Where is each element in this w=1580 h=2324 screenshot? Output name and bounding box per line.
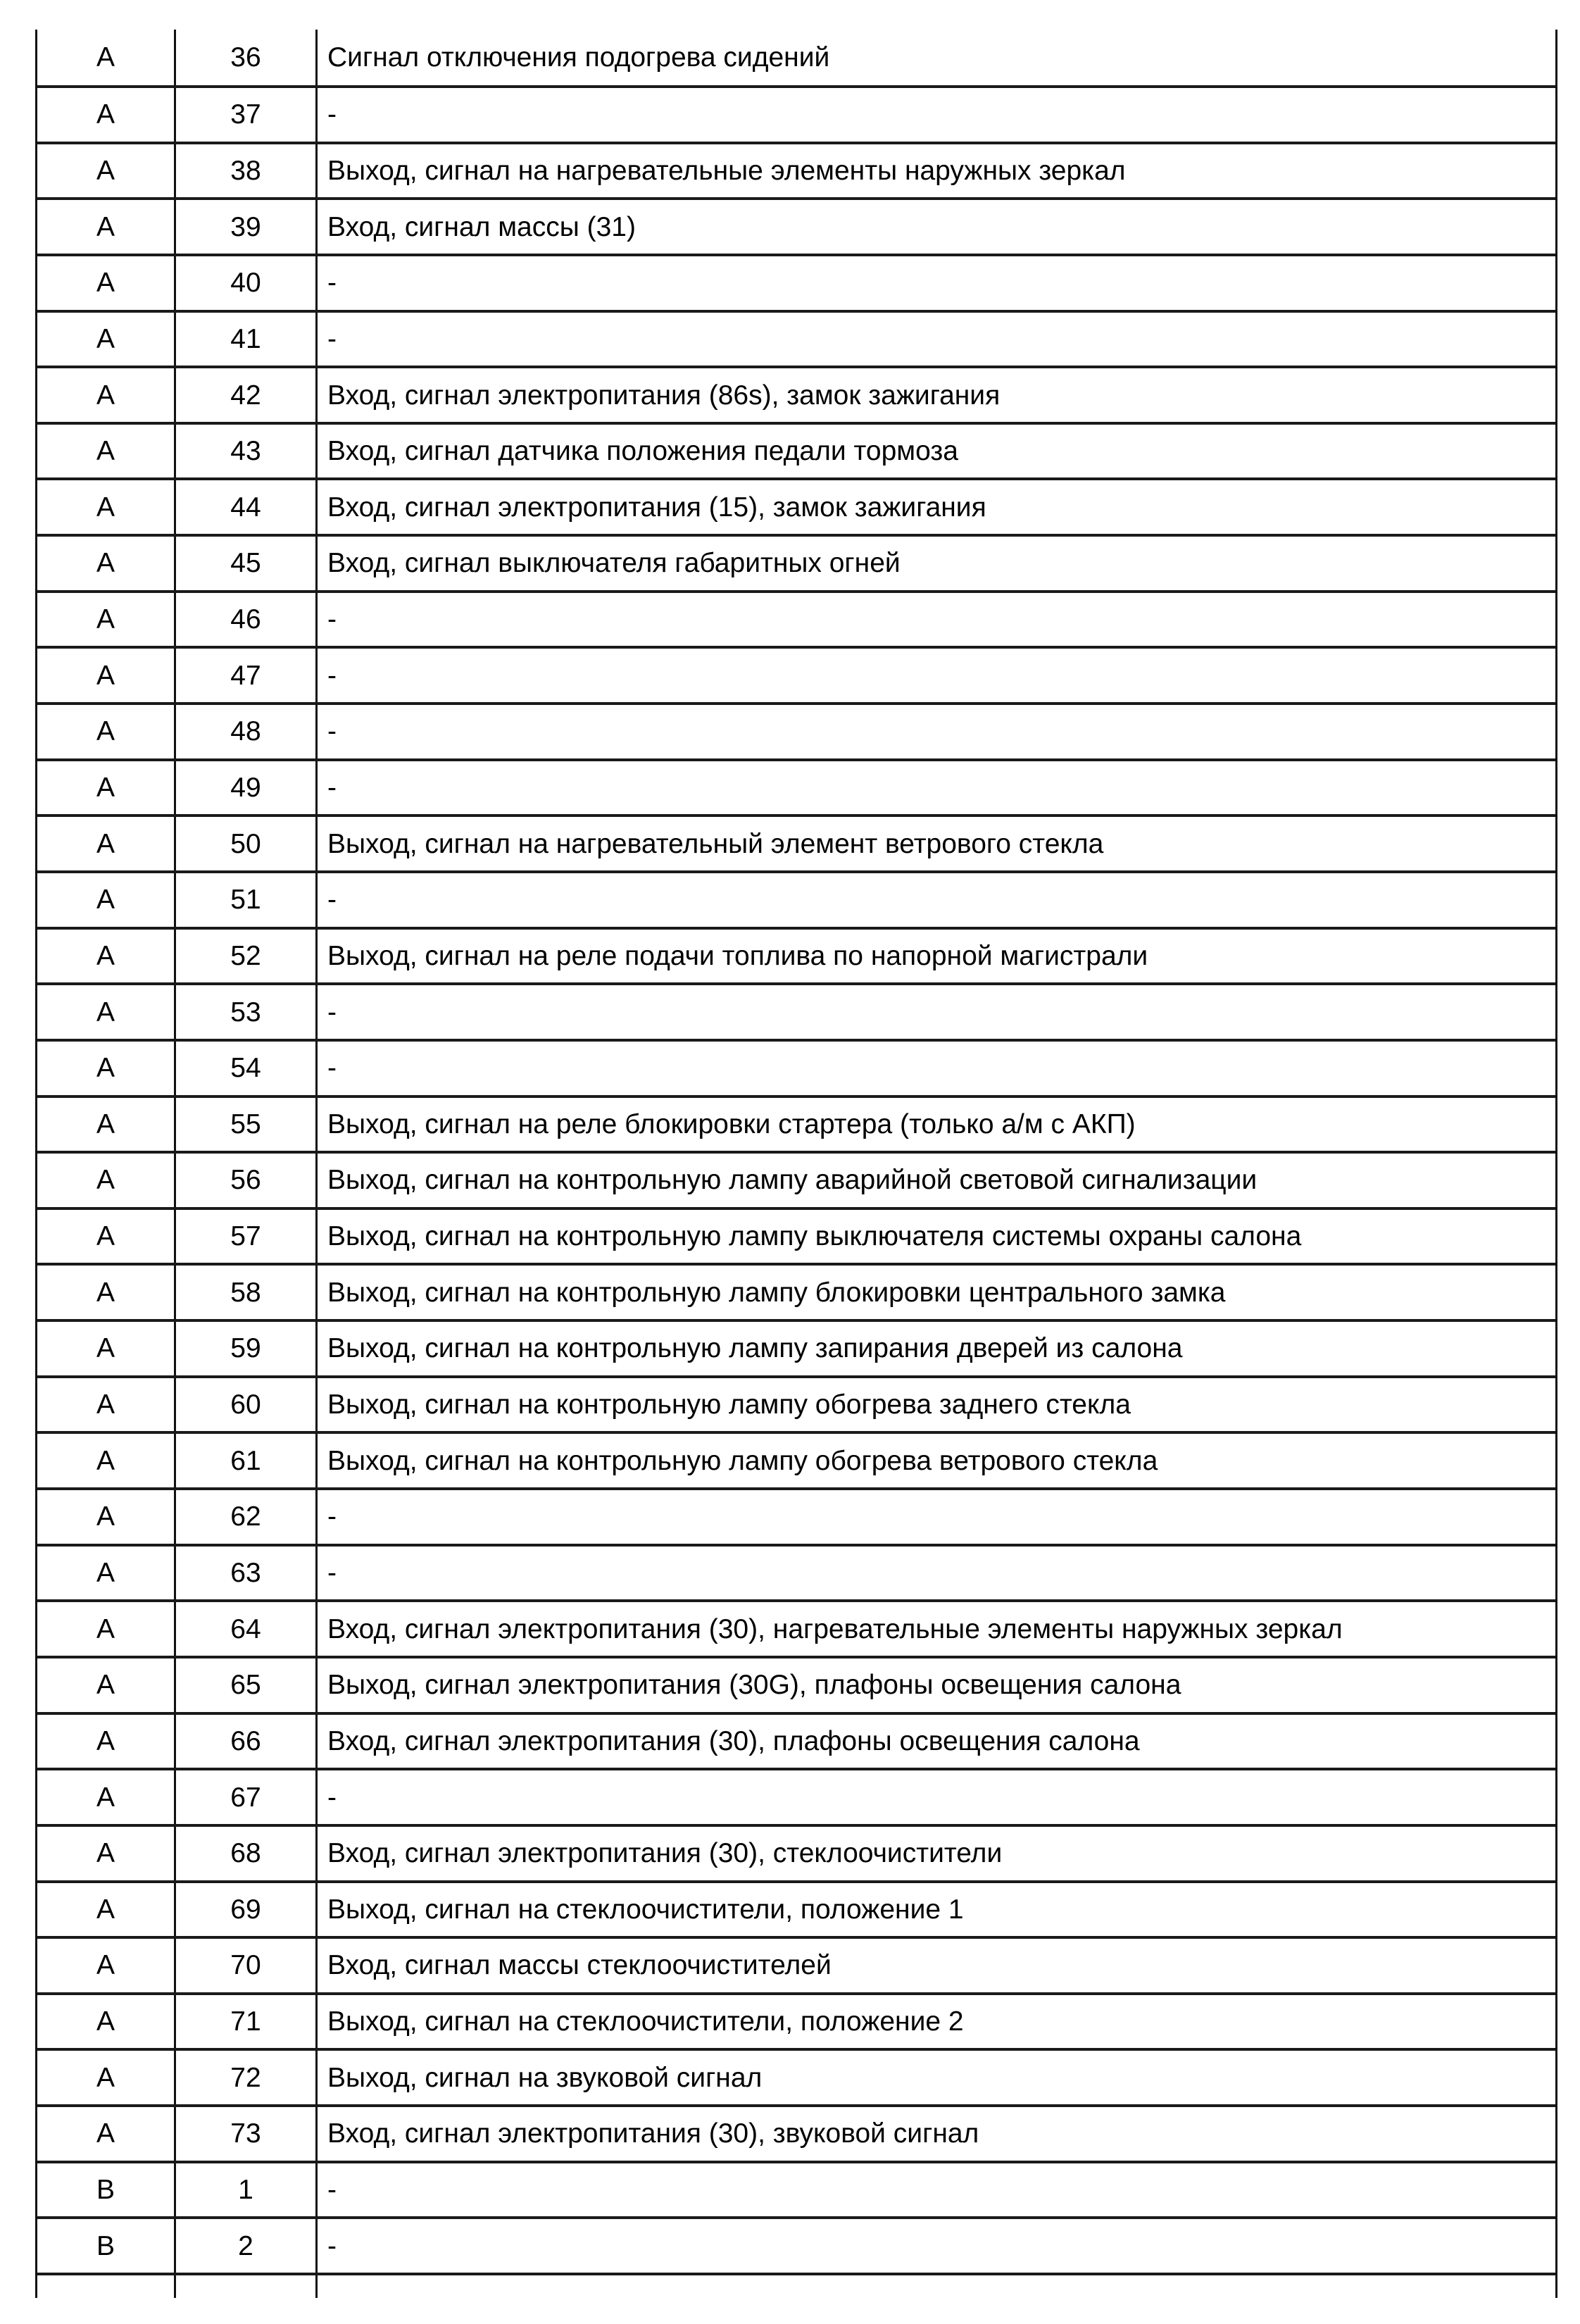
- description-cell: -: [327, 716, 337, 747]
- description-cell: Выход, сигнал на реле блокировки стартера (только а/м с АКП): [327, 1108, 1136, 1139]
- connector-cell: A: [37, 1883, 176, 1937]
- pin-cell: 54: [176, 1042, 318, 1095]
- description-cell: -: [327, 885, 337, 916]
- table-row: [37, 1490, 1555, 1547]
- table-row: [37, 761, 1555, 818]
- description-cell: Вход, сигнал выключателя габаритных огней: [327, 548, 901, 579]
- connector-cell: B: [37, 2163, 176, 2217]
- description-cell: -: [327, 1053, 337, 1084]
- description-cell: -: [327, 773, 337, 803]
- connector-cell: A: [37, 930, 176, 983]
- description-cell: -: [327, 660, 337, 691]
- connector-cell: A: [37, 1098, 176, 1151]
- connector-cell: A: [37, 1658, 176, 1712]
- connector-cell: A: [37, 30, 176, 85]
- connector-cell: A: [37, 2107, 176, 2161]
- connector-cell: A: [37, 1266, 176, 1319]
- pin-cell: 63: [176, 1547, 318, 1600]
- pin-cell: 65: [176, 1658, 318, 1712]
- pin-cell: 57: [176, 1210, 318, 1263]
- description-cell: -: [327, 323, 337, 354]
- table-row: [37, 873, 1555, 930]
- pin-cell: 72: [176, 2051, 318, 2104]
- connector-cell: A: [37, 1715, 176, 1768]
- description-cell: -: [327, 604, 337, 635]
- connector-cell: A: [37, 1547, 176, 1600]
- pin-cell: 37: [176, 88, 318, 142]
- description-cell: Выход, сигнал на контрольную лампу блокировки центрального замка: [327, 1277, 1226, 1308]
- pin-cell: 68: [176, 1827, 318, 1880]
- pin-cell: 56: [176, 1154, 318, 1207]
- table-row: [37, 1883, 1555, 1939]
- pin-cell: 41: [176, 313, 318, 366]
- connector-cell: A: [37, 313, 176, 366]
- description-cell: Выход, сигнал на контрольную лампу обогрева заднего стекла: [327, 1389, 1131, 1420]
- connector-cell: A: [37, 1939, 176, 1992]
- table-row: [37, 425, 1555, 481]
- description-cell: Вход, сигнал электропитания (15), замок зажигания: [327, 492, 986, 523]
- pin-cell: 36: [176, 30, 318, 85]
- description-cell: Выход, сигнал на стеклоочистители, положение 2: [327, 2006, 964, 2037]
- table-row: [37, 1547, 1555, 1603]
- connector-cell: B: [37, 2219, 176, 2273]
- pin-cell: 46: [176, 593, 318, 646]
- pin-cell: 59: [176, 1322, 318, 1375]
- description-cell: -: [327, 99, 337, 130]
- connector-cell: A: [37, 1378, 176, 1432]
- connector-cell: A: [37, 1995, 176, 2049]
- description-cell: -: [327, 2175, 337, 2206]
- connector-cell: A: [37, 1602, 176, 1656]
- pin-cell: 40: [176, 256, 318, 310]
- description-cell: Выход, сигнал на звуковой сигнал: [327, 2062, 763, 2093]
- connector-cell: A: [37, 1322, 176, 1375]
- pinout-table: [35, 30, 1557, 2298]
- description-cell: Вход, сигнал электропитания (30), нагревательные элементы наружных зеркал: [327, 1613, 1343, 1644]
- connector-cell: A: [37, 1490, 176, 1544]
- table-row: [37, 144, 1555, 201]
- connector-cell: A: [37, 425, 176, 478]
- description-cell: -: [327, 1501, 337, 1532]
- description-cell: Сигнал отключения подогрева сидений: [327, 42, 830, 73]
- connector-cell: A: [37, 817, 176, 870]
- connector-cell: A: [37, 1042, 176, 1095]
- connector-cell: A: [37, 1210, 176, 1263]
- connector-cell: A: [37, 480, 176, 534]
- connector-cell: A: [37, 985, 176, 1039]
- table-row: [37, 88, 1555, 144]
- pin-cell: 73: [176, 2107, 318, 2161]
- table-row: [37, 1827, 1555, 1883]
- pin-cell: 71: [176, 1995, 318, 2049]
- table-row: [37, 1658, 1555, 1715]
- table-row: [37, 593, 1555, 649]
- empty-cell: [318, 2275, 1555, 2298]
- description-cell: Вход, сигнал массы стеклоочистителей: [327, 1950, 832, 1981]
- table-row: [37, 1995, 1555, 2051]
- connector-cell: A: [37, 1434, 176, 1487]
- connector-cell: A: [37, 1770, 176, 1824]
- description-cell: -: [327, 997, 337, 1027]
- pin-cell: 64: [176, 1602, 318, 1656]
- table-row: [37, 649, 1555, 705]
- connector-cell: A: [37, 2051, 176, 2104]
- description-cell: Выход, сигнал на контрольную лампу запирания дверей из салона: [327, 1333, 1183, 1364]
- connector-cell: A: [37, 1154, 176, 1207]
- table-row: [37, 537, 1555, 593]
- description-cell: Выход, сигнал на контрольную лампу аварийной световой сигнализации: [327, 1165, 1258, 1196]
- table-row: [37, 1770, 1555, 1827]
- table-row: [37, 313, 1555, 369]
- connector-cell: A: [37, 873, 176, 927]
- table-row: [37, 1042, 1555, 1098]
- table-row: [37, 30, 1555, 88]
- table-row: [37, 480, 1555, 537]
- pin-cell: 39: [176, 200, 318, 254]
- table-row: [37, 2051, 1555, 2107]
- table-row-continuation: [37, 2275, 1555, 2298]
- table-row: [37, 256, 1555, 313]
- description-cell: Выход, сигнал на реле подачи топлива по напорной магистрали: [327, 940, 1148, 971]
- connector-cell: A: [37, 368, 176, 422]
- table-row: [37, 1939, 1555, 1995]
- table-row: [37, 1378, 1555, 1435]
- description-cell: Выход, сигнал на стеклоочистители, положение 1: [327, 1894, 964, 1925]
- pin-cell: 2: [176, 2219, 318, 2273]
- connector-cell: A: [37, 705, 176, 758]
- pin-cell: 50: [176, 817, 318, 870]
- pin-cell: 45: [176, 537, 318, 590]
- description-cell: Вход, сигнал электропитания (86s), замок зажигания: [327, 380, 1001, 411]
- connector-cell: A: [37, 537, 176, 590]
- description-cell: Выход, сигнал на контрольную лампу обогрева ветрового стекла: [327, 1445, 1158, 1476]
- pin-cell: 66: [176, 1715, 318, 1768]
- table-row: [37, 368, 1555, 425]
- pin-cell: 58: [176, 1266, 318, 1319]
- table-row: [37, 1266, 1555, 1322]
- pin-cell: 67: [176, 1770, 318, 1824]
- pin-cell: 1: [176, 2163, 318, 2217]
- description-cell: Вход, сигнал электропитания (30), звуковой сигнал: [327, 2118, 979, 2149]
- description-cell: Вход, сигнал массы (31): [327, 211, 636, 242]
- pin-cell: 38: [176, 144, 318, 198]
- connector-cell: A: [37, 200, 176, 254]
- pin-cell: 47: [176, 649, 318, 702]
- table-row: [37, 1602, 1555, 1658]
- description-cell: -: [327, 1782, 337, 1813]
- description-cell: Выход, сигнал на контрольную лампу выключателя системы охраны салона: [327, 1221, 1302, 1252]
- table-row: [37, 2219, 1555, 2275]
- connector-cell: A: [37, 593, 176, 646]
- pin-cell: 48: [176, 705, 318, 758]
- connector-cell: A: [37, 649, 176, 702]
- connector-cell: A: [37, 761, 176, 815]
- table-row: [37, 1715, 1555, 1771]
- description-cell: Вход, сигнал электропитания (30), стеклоочистители: [327, 1838, 1003, 1869]
- pin-cell: 49: [176, 761, 318, 815]
- table-row: [37, 1098, 1555, 1154]
- pin-cell: 69: [176, 1883, 318, 1937]
- pin-cell: 70: [176, 1939, 318, 1992]
- pin-cell: 44: [176, 480, 318, 534]
- empty-cell: [37, 2275, 176, 2298]
- pin-cell: 43: [176, 425, 318, 478]
- pin-cell: 52: [176, 930, 318, 983]
- connector-cell: A: [37, 88, 176, 142]
- table-row: [37, 817, 1555, 873]
- connector-cell: A: [37, 256, 176, 310]
- description-cell: -: [327, 268, 337, 299]
- description-cell: -: [327, 2230, 337, 2261]
- description-cell: Выход, сигнал на нагревательный элемент ветрового стекла: [327, 828, 1104, 859]
- connector-cell: A: [37, 144, 176, 198]
- pin-cell: 53: [176, 985, 318, 1039]
- table-row: [37, 1434, 1555, 1490]
- table-row: [37, 2107, 1555, 2163]
- table-row: [37, 1210, 1555, 1266]
- description-cell: -: [327, 1557, 337, 1588]
- pin-cell: 60: [176, 1378, 318, 1432]
- table-row: [37, 930, 1555, 986]
- table-row: [37, 200, 1555, 256]
- pin-cell: 51: [176, 873, 318, 927]
- table-row: [37, 1322, 1555, 1378]
- description-cell: Выход, сигнал электропитания (30G), плафоны освещения салона: [327, 1670, 1181, 1701]
- table-row: [37, 2163, 1555, 2220]
- connector-cell: A: [37, 1827, 176, 1880]
- description-cell: Вход, сигнал электропитания (30), плафоны освещения салона: [327, 1725, 1140, 1756]
- table-row: [37, 1154, 1555, 1210]
- description-cell: Выход, сигнал на нагревательные элементы наружных зеркал: [327, 155, 1126, 186]
- pin-cell: 55: [176, 1098, 318, 1151]
- description-cell: Вход, сигнал датчика положения педали тормоза: [327, 436, 958, 467]
- pin-cell: 42: [176, 368, 318, 422]
- empty-cell: [176, 2275, 318, 2298]
- pin-cell: 62: [176, 1490, 318, 1544]
- table-row: [37, 985, 1555, 1042]
- table-row: [37, 705, 1555, 761]
- pin-cell: 61: [176, 1434, 318, 1487]
